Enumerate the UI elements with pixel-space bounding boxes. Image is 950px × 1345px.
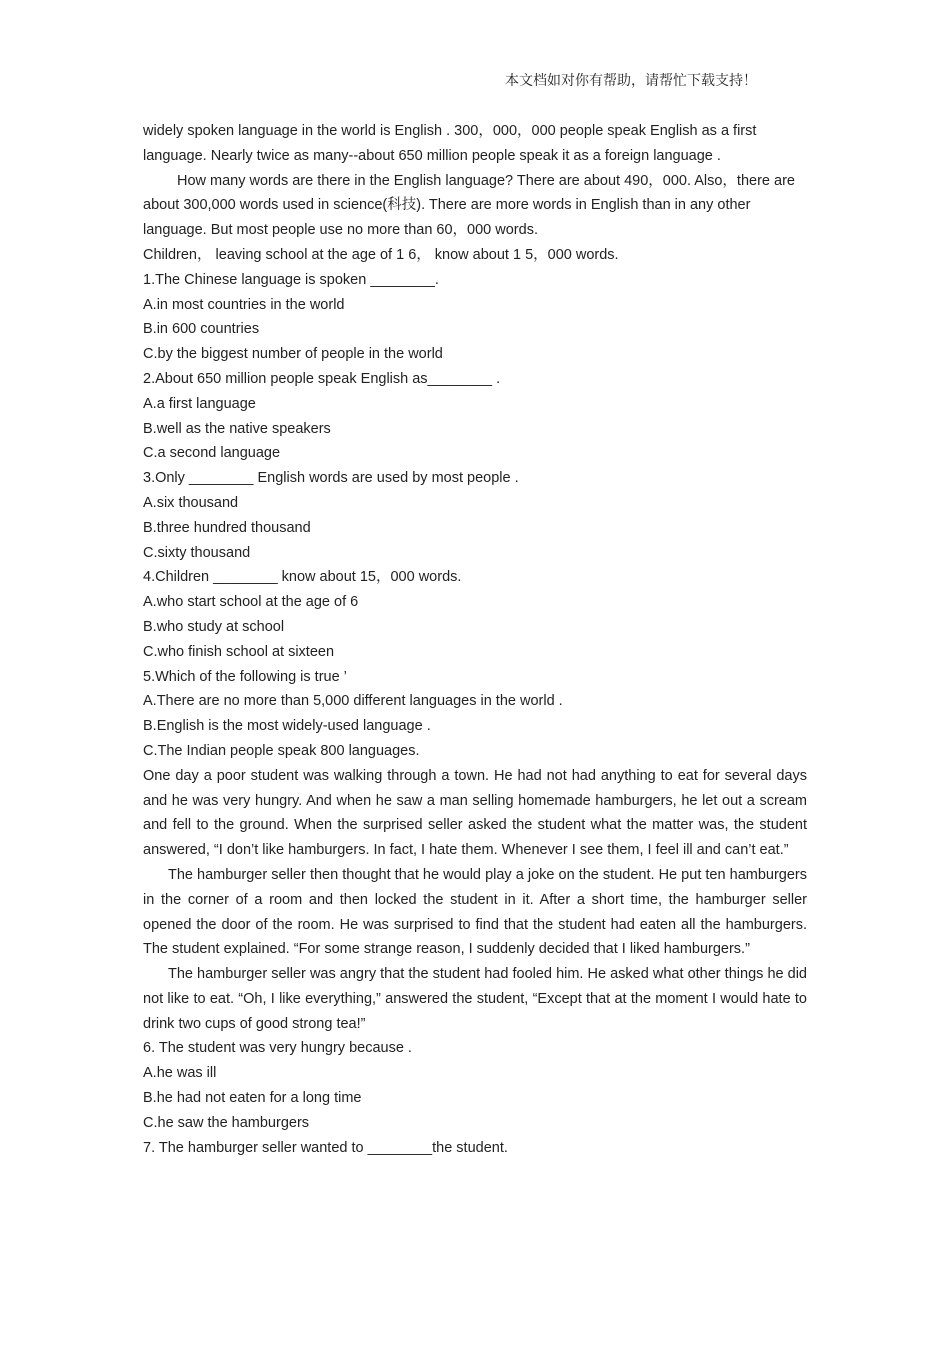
content [143,119,807,1160]
question-3 [143,466,807,565]
question-2 [143,367,807,466]
question-1 [143,268,807,367]
option-c: C.he saw the hamburgers [143,1114,310,1131]
passage1-paragraph-2: How many words are there in the English language? There are about 490，000. Also，there are about 300,000 words used in science(科技). There are more words in English than in any other language. But most people use no more than 60，000 words. [143,172,795,239]
question-stem: 3.Only ________ English words are used by most people . [143,470,519,487]
passage2-paragraph-3: The hamburger seller was angry that the student had fooled him. He asked what other things he did not like to eat. “Oh, I like everything,” answered the student, “Except that at the moment I would hate to drink two cups of good strong tea!” [143,966,807,1032]
option-a: A.in most countries in the world [143,296,345,313]
option-b: B.he had not eaten for a long time [143,1090,362,1107]
passage1-paragraph-1: widely spoken language in the world is English . 300，000，000 people speak English as a first language. Nearly twice as many--about 650 million people speak it as a foreign language . [143,123,757,164]
option-a: A.six thousand [143,494,239,511]
option-c: C.The Indian people speak 800 languages. [143,742,420,759]
option-a: A.a first language [143,395,256,412]
question-4 [143,565,807,664]
question-stem: 4.Children ________ know about 15，000 words. [143,569,462,586]
passage1-paragraph-3: Children， leaving school at the age of 1 6， know about 1 5，000 words. [143,246,619,263]
question-stem: 7. The hamburger seller wanted to ________the student. [143,1139,508,1156]
option-c: C.who finish school at sixteen [143,643,335,660]
option-b: B.English is the most widely-used language . [143,718,431,735]
question-stem: 6. The student was very hungry because . [143,1040,412,1057]
question-6 [143,1036,807,1135]
option-a: A.who start school at the age of 6 [143,594,359,611]
question-stem: 1.The Chinese language is spoken ________. [143,271,439,288]
passage2-paragraph-2: The hamburger seller then thought that he would play a joke on the student. He put ten hamburgers in the corner of a room and then locked the student in it. After a short time, the hamburger seller opened the door of the room. He was surprised to find that the student had eaten all the hamburgers. The student explained. “For some strange reason, I suddenly decided that I liked hamburgers.” [143,866,807,958]
header-note: 本文档如对你有帮助，请帮忙下载支持！ [505,73,757,89]
option-a: A.he was ill [143,1065,217,1082]
option-b: B.who study at school [143,618,285,635]
option-b: B.well as the native speakers [143,420,331,437]
option-a: A.There are no more than 5,000 different languages in the world . [143,693,563,710]
question-stem: 5.Which of the following is true ’ [143,668,347,685]
option-c: C.a second language [143,445,281,462]
option-c: C.by the biggest number of people in the world [143,346,443,363]
question-5 [143,665,807,764]
passage2-paragraph-1: One day a poor student was walking through a town. He had not had anything to eat for several days and he was very hungry. And when he saw a man selling homemade hamburgers, he let out a scream and fell to the ground. When the surprised seller asked the student what the matter was, the student answered, “I don’t like hamburgers. In fact, I hate them. Whenever I see them, I feel ill and can’t eat.” [143,767,807,859]
option-c: C.sixty thousand [143,544,251,561]
option-b: B.three hundred thousand [143,519,311,536]
question-stem: 2.About 650 million people speak English as________ . [143,370,501,387]
question-7 [143,1136,807,1161]
option-b: B.in 600 countries [143,321,260,338]
